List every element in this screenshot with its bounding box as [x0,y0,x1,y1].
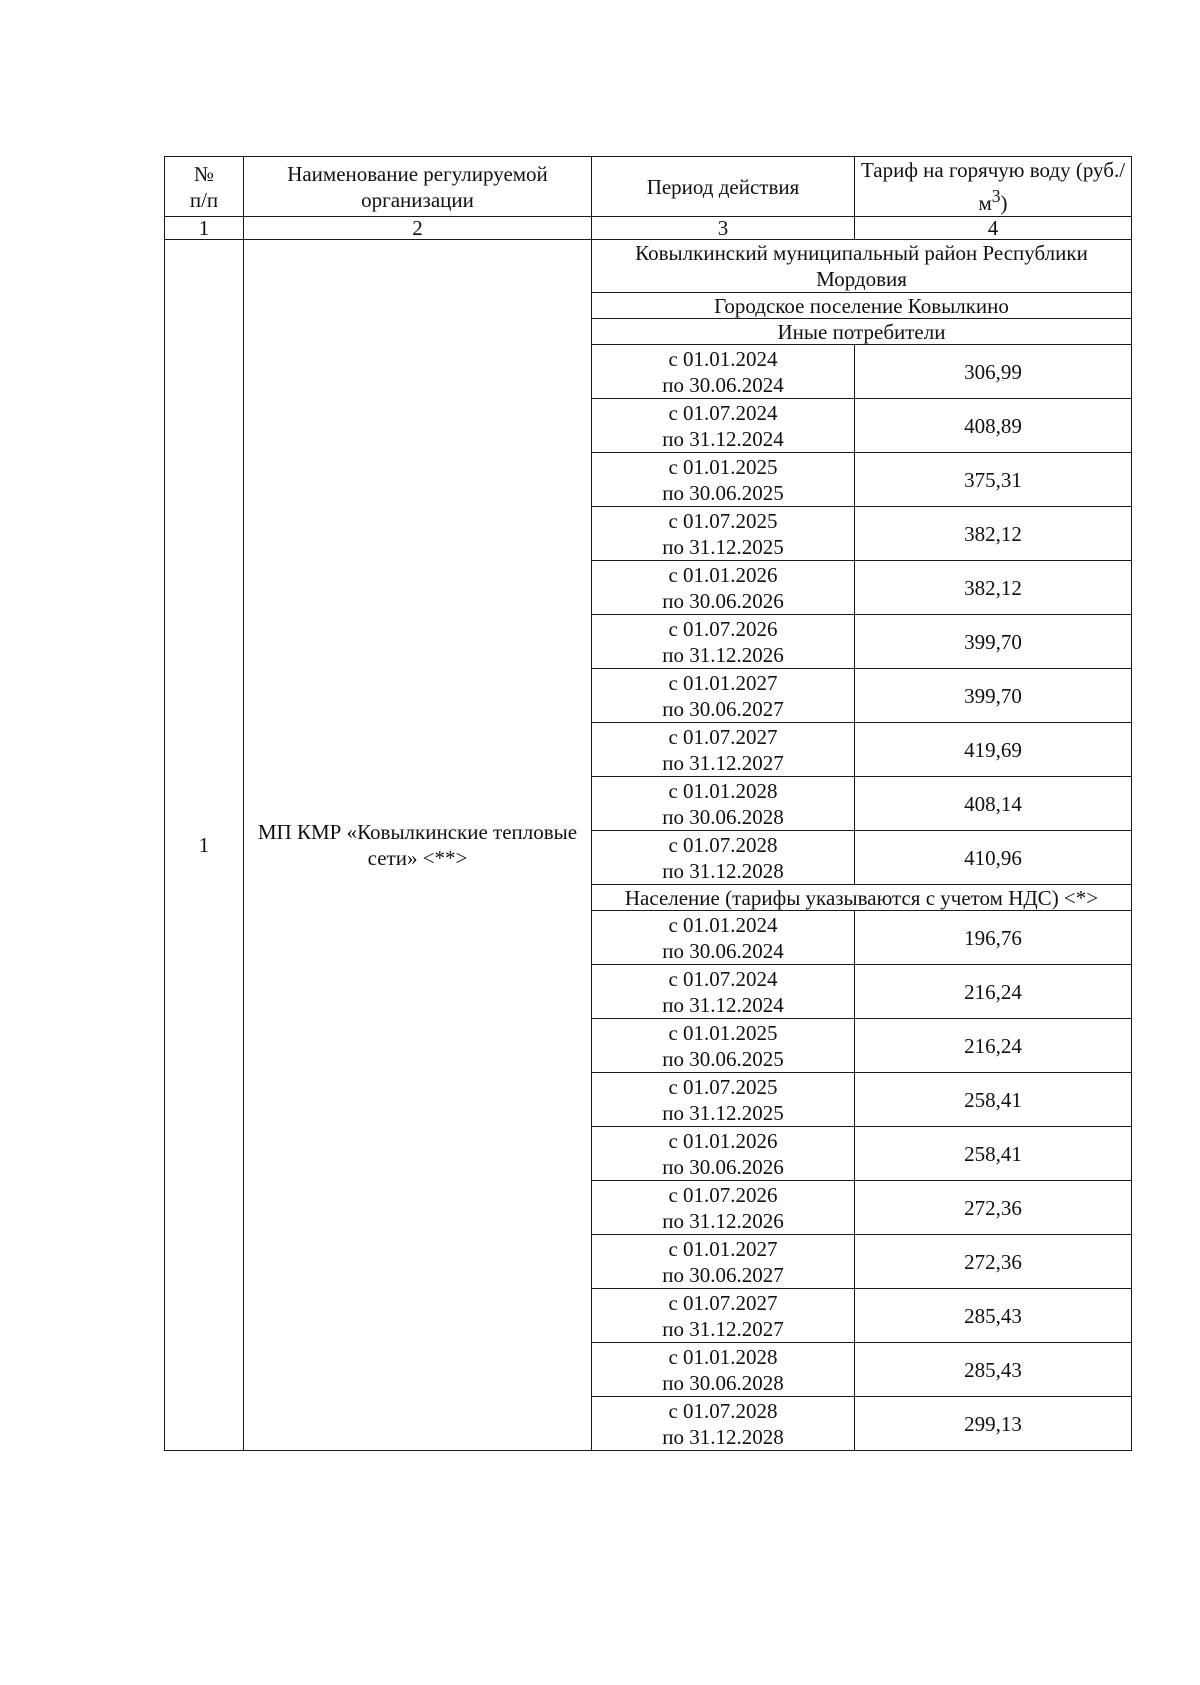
period-cell [592,1289,855,1343]
tariff-value: 408,14 [855,777,1132,831]
period-to: по 31.12.2027 [662,1316,784,1341]
period-to: по 30.06.2026 [662,588,784,613]
period-from: с 01.01.2025 [668,1020,778,1045]
header-number-line1: № [193,161,215,186]
period-from: с 01.01.2027 [668,670,778,695]
header-period: Период действия [592,157,855,217]
period-to: по 30.06.2024 [662,372,784,397]
header-tariff-suffix: ) [1000,191,1008,215]
period-from: с 01.07.2028 [668,1398,778,1423]
period-from: с 01.07.2024 [668,400,778,425]
period-cell [592,1397,855,1451]
period-to: по 31.12.2024 [662,426,784,451]
header-row [165,157,1132,217]
period-cell [592,1235,855,1289]
tariff-value: 419,69 [855,723,1132,777]
period-from: с 01.01.2025 [668,454,778,479]
period-cell [592,1181,855,1235]
period-from: с 01.07.2026 [668,616,778,641]
period-cell [592,723,855,777]
period-from: с 01.07.2027 [668,724,778,749]
period-cell [592,669,855,723]
header-tariff-text: Тариф на горячую воду (руб./м [860,158,1126,215]
period-cell [592,1127,855,1181]
tariff-value: 382,12 [855,561,1132,615]
period-to: по 30.06.2028 [662,1370,784,1395]
period-to: по 30.06.2027 [662,1262,784,1287]
period-cell [592,615,855,669]
period-from: с 01.07.2024 [668,966,778,991]
tariff-value: 399,70 [855,669,1132,723]
period-cell [592,1343,855,1397]
period-from: с 01.01.2028 [668,1344,778,1369]
period-cell [592,1073,855,1127]
period-to: по 30.06.2025 [662,480,784,505]
consumer-group-title: Иные потребители [592,319,1132,345]
period-from: с 01.01.2028 [668,778,778,803]
period-from: с 01.07.2027 [668,1290,778,1315]
header-number-line2: п/п [189,187,219,212]
period-from: с 01.07.2026 [668,1182,778,1207]
column-number: 1 [165,217,244,240]
period-from: с 01.01.2024 [668,912,778,937]
period-cell [592,453,855,507]
period-to: по 31.12.2024 [662,992,784,1017]
header-tariff [855,157,1132,217]
tariff-value: 299,13 [855,1397,1132,1451]
header-number [165,157,244,217]
tariff-value: 216,24 [855,1019,1132,1073]
period-to: по 30.06.2025 [662,1046,784,1071]
period-to: по 30.06.2024 [662,938,784,963]
row-number-cell: 1 [165,240,244,1451]
period-to: по 31.12.2025 [662,1100,784,1125]
settlement-cell: Городское поселение Ковылкино [592,293,1132,319]
column-number: 2 [244,217,592,240]
period-to: по 31.12.2026 [662,1208,784,1233]
period-from: с 01.07.2025 [668,1074,778,1099]
tariff-value: 258,41 [855,1073,1132,1127]
consumer-group-title: Население (тарифы указываются с учетом НДС) <*> [592,885,1132,911]
tariff-value: 258,41 [855,1127,1132,1181]
period-from: с 01.01.2026 [668,1128,778,1153]
period-cell [592,831,855,885]
tariff-value: 285,43 [855,1289,1132,1343]
period-from: с 01.07.2025 [668,508,778,533]
tariff-value: 399,70 [855,615,1132,669]
period-to: по 31.12.2027 [662,750,784,775]
tariff-value: 408,89 [855,399,1132,453]
tariff-value: 272,36 [855,1181,1132,1235]
period-to: по 31.12.2028 [662,1424,784,1449]
period-from: с 01.07.2028 [668,832,778,857]
period-cell [592,911,855,965]
period-from: с 01.01.2027 [668,1236,778,1261]
period-cell [592,1019,855,1073]
period-from: с 01.01.2026 [668,562,778,587]
region-cell: Ковылкинский муниципальный район Республики Мордовия [592,240,1132,293]
period-from: с 01.01.2024 [668,346,778,371]
period-cell [592,965,855,1019]
period-to: по 31.12.2028 [662,858,784,883]
tariff-value: 196,76 [855,911,1132,965]
column-number: 3 [592,217,855,240]
period-to: по 30.06.2028 [662,804,784,829]
organization-name-cell: МП КМР «Ковылкинские тепловые сети» <**> [244,240,592,1451]
period-to: по 31.12.2025 [662,534,784,559]
column-number: 4 [855,217,1132,240]
tariff-value: 410,96 [855,831,1132,885]
period-cell [592,507,855,561]
region-row [165,240,1132,293]
period-to: по 30.06.2027 [662,696,784,721]
tariff-table [164,156,1132,1451]
period-cell [592,399,855,453]
column-numbers-row [165,217,1132,240]
header-tariff-superscript: 3 [991,186,1001,206]
tariff-value: 306,99 [855,345,1132,399]
period-to: по 31.12.2026 [662,642,784,667]
period-cell [592,777,855,831]
tariff-value: 272,36 [855,1235,1132,1289]
period-cell [592,561,855,615]
tariff-value: 382,12 [855,507,1132,561]
period-to: по 30.06.2026 [662,1154,784,1179]
period-cell [592,345,855,399]
tariff-value: 216,24 [855,965,1132,1019]
header-organization: Наименование регулируемой организации [244,157,592,217]
tariff-value: 285,43 [855,1343,1132,1397]
tariff-value: 375,31 [855,453,1132,507]
